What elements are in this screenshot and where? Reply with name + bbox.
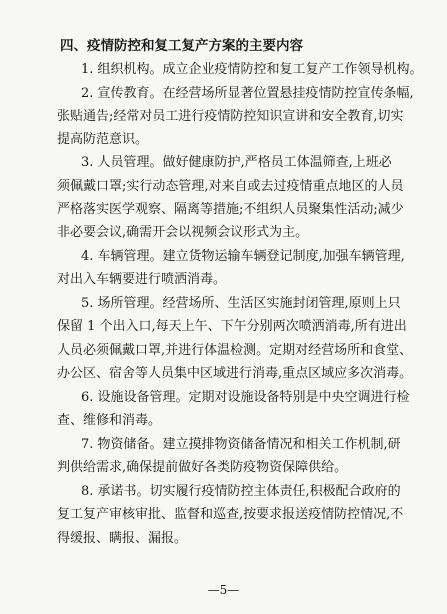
paragraph-line: 得缓报、瞒报、漏报。	[57, 531, 188, 546]
paragraph-line: 须佩戴口罩;实行动态管理,对来自或去过疫情重点地区的人员	[57, 179, 404, 194]
paragraph-line: 办公区、宿舍等人员集中区域进行消毒,重点区域应多次消毒。	[57, 366, 413, 381]
paragraph-line: 严格落实医学观察、隔离等措施;不组织人员聚集性活动;减少	[57, 202, 404, 217]
paragraph-line: 判供给需求,确保提前做好各类防疫物资保障供给。	[57, 460, 348, 475]
paragraph-line: 8. 承诺书。切实履行疫情防控主体责任,积极配合政府的	[81, 484, 401, 499]
paragraph-line: 复工复产审核审批、监督和巡查,按要求报送疫情防控情况,不	[57, 507, 404, 522]
paragraph-line: 非必要会议,确需开会以视频会议形式为主。	[57, 225, 309, 240]
page-number: —5—	[207, 583, 240, 597]
paragraph-line: 查、维修和消毒。	[57, 413, 162, 428]
paragraph-line: 4. 车辆管理。建立货物运输车辆登记制度,加强车辆管理,	[81, 249, 405, 264]
paragraph-line: 人员必须佩戴口罩,并进行体温检测。定期对经营场所和食堂、	[57, 343, 413, 358]
paragraph-line: 对出入车辆要进行喷洒消毒。	[57, 272, 227, 287]
paragraph-line: 3. 人员管理。做好健康防护,严格员工体温筛查,上班必	[81, 155, 392, 170]
paragraph-line: 张贴通告;经常对员工进行疫情防控知识宣讲和安全教育,切实	[57, 109, 404, 124]
paragraph-line: 1. 组织机构。成立企业疫情防控和复工复产工作领导机构。	[81, 62, 423, 77]
paragraph-line: 7. 物资储备。建立摸排物资储备情况和相关工作机制,研	[81, 437, 401, 452]
paragraph-line: 5. 场所管理。经营场所、生活区实施封闭管理,原则上只	[81, 296, 401, 311]
paragraph-line: 保留 1 个出入口,每天上午、下午分别两次喷洒消毒,所有进出	[57, 319, 407, 334]
paragraph-line: 2. 宣传教育。在经营场所显著位置悬挂疫情防控宣传条幅,	[81, 86, 414, 101]
paragraph-line: 提高防范意识。	[57, 132, 149, 147]
section-heading: 四、疫情防控和复工复产方案的主要内容	[60, 38, 303, 54]
paragraph-line: 6. 设施设备管理。定期对设施设备特别是中央空调进行检	[81, 390, 410, 405]
